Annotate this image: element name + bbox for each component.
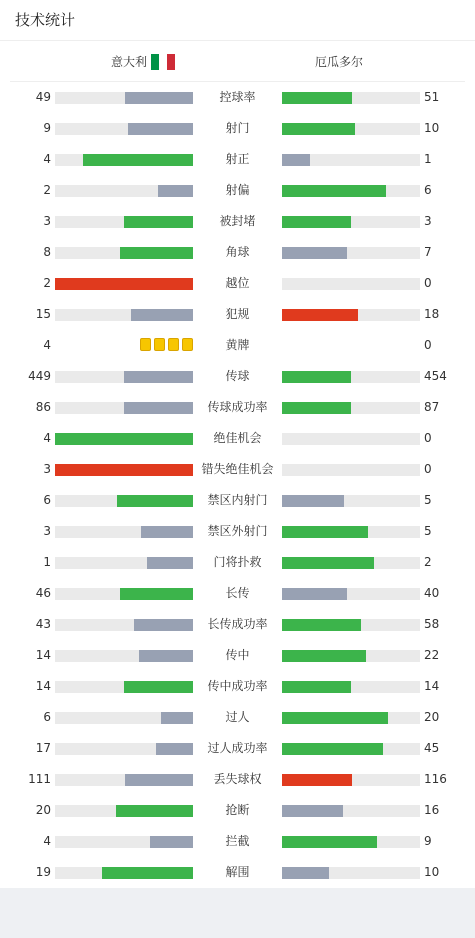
away-stat-bar-track (282, 402, 420, 414)
stat-row (0, 237, 475, 268)
away-stat-value: 116 (424, 772, 447, 786)
home-stat-bar (83, 154, 193, 166)
home-stat-value: 46 (35, 586, 51, 600)
home-stat-bar (117, 495, 193, 507)
home-stat-bar (134, 619, 193, 631)
stat-label: 错失绝佳机会 (201, 462, 274, 476)
stat-row (0, 82, 475, 113)
stat-row (0, 392, 475, 423)
home-stat-value: 2 (43, 276, 51, 290)
yellow-card-icon (168, 338, 179, 351)
yellow-card-icon (154, 338, 165, 351)
away-stat-bar (282, 774, 352, 786)
stat-row (0, 516, 475, 547)
teams-header (10, 41, 465, 82)
italy-flag-icon (151, 54, 175, 70)
away-stat-bar-track (282, 774, 420, 786)
yellow-card-icon (182, 338, 193, 351)
away-stat-bar-track (282, 309, 420, 321)
away-stat-bar-track (282, 154, 420, 166)
away-stat-bar-track (282, 92, 420, 104)
home-stat-bar (124, 371, 193, 383)
home-team (111, 53, 175, 70)
home-stat-bar-track (55, 805, 193, 817)
stat-label: 长传成功率 (207, 617, 268, 631)
away-stat-value: 454 (424, 369, 447, 383)
stat-row (0, 144, 475, 175)
home-stat-bar-track (55, 433, 193, 445)
away-stat-value: 22 (424, 648, 440, 662)
away-stat-bar-track (282, 371, 420, 383)
stat-row (0, 299, 475, 330)
stat-label: 解围 (225, 865, 250, 879)
away-stat-value: 5 (424, 493, 432, 507)
away-stat-bar (282, 185, 386, 197)
home-stat-bar (125, 92, 193, 104)
home-stat-bar (128, 123, 193, 135)
home-stat-bar (156, 743, 193, 755)
away-stat-bar-track (282, 495, 420, 507)
stat-row (0, 454, 475, 485)
home-stat-value: 6 (43, 493, 51, 507)
home-stat-value: 4 (43, 431, 51, 445)
home-stat-bar (120, 588, 193, 600)
home-stat-value: 86 (35, 400, 51, 414)
home-stat-bar (161, 712, 193, 724)
home-stat-bar-track (55, 247, 193, 259)
home-stat-value: 49 (35, 90, 51, 104)
stat-label: 传中 (225, 648, 250, 662)
away-stat-bar (282, 836, 377, 848)
home-stat-value: 4 (43, 338, 51, 352)
away-stat-value: 0 (424, 338, 432, 352)
home-stat-bar (55, 464, 193, 476)
away-stat-bar (282, 681, 351, 693)
home-stat-bar-track (55, 495, 193, 507)
home-stat-bar (131, 309, 193, 321)
home-stat-value: 4 (43, 834, 51, 848)
stat-row (0, 857, 475, 888)
home-stat-bar (141, 526, 193, 538)
stat-row (0, 330, 475, 361)
home-stat-value: 3 (43, 214, 51, 228)
home-stat-value: 3 (43, 524, 51, 538)
home-stat-bar (150, 836, 193, 848)
away-stat-bar (282, 743, 383, 755)
stat-row (0, 113, 475, 144)
stat-row (0, 175, 475, 206)
stat-row (0, 764, 475, 795)
home-stat-value: 3 (43, 462, 51, 476)
home-stat-value: 6 (43, 710, 51, 724)
stat-label: 被封堵 (219, 214, 256, 228)
away-stat-bar (282, 712, 388, 724)
away-stat-value: 20 (424, 710, 440, 724)
stat-label: 门将扑救 (213, 555, 262, 569)
home-stat-value: 1 (43, 555, 51, 569)
away-stat-bar-track (282, 247, 420, 259)
stat-label: 传球成功率 (207, 400, 268, 414)
away-stat-bar-track (282, 557, 420, 569)
away-stat-bar (282, 650, 366, 662)
away-stat-value: 40 (424, 586, 440, 600)
home-stat-value: 4 (43, 152, 51, 166)
away-stat-value: 10 (424, 865, 440, 879)
stat-label: 越位 (225, 276, 250, 290)
stat-row (0, 609, 475, 640)
away-stat-value: 0 (424, 276, 432, 290)
home-stat-bar-track (55, 123, 193, 135)
home-stat-bar-track (55, 712, 193, 724)
stat-row (0, 268, 475, 299)
home-stat-bar-track (55, 681, 193, 693)
stat-row (0, 547, 475, 578)
away-stat-value: 16 (424, 803, 440, 817)
stat-label: 过人 (225, 710, 250, 724)
away-stat-value: 7 (424, 245, 432, 259)
stat-label: 禁区外射门 (207, 524, 268, 538)
away-stat-value: 6 (424, 183, 432, 197)
stat-row (0, 702, 475, 733)
away-stat-bar-track (282, 588, 420, 600)
home-stat-bar (55, 278, 193, 290)
away-stat-bar-track (282, 805, 420, 817)
stat-label: 禁区内射门 (207, 493, 268, 507)
yellow-card-icon (140, 338, 151, 351)
stat-label: 丢失球权 (213, 772, 262, 786)
away-stat-value: 1 (424, 152, 432, 166)
stat-label: 黄牌 (225, 338, 250, 352)
home-stat-value: 2 (43, 183, 51, 197)
home-stat-bar (55, 433, 193, 445)
home-stat-value: 449 (28, 369, 51, 383)
away-stat-value: 9 (424, 834, 432, 848)
away-stat-value: 45 (424, 741, 440, 755)
home-stat-bar-track (55, 154, 193, 166)
home-stat-bar (147, 557, 193, 569)
home-stat-bar-track (55, 526, 193, 538)
home-stat-bar-track (55, 402, 193, 414)
away-stat-bar (282, 309, 358, 321)
home-stat-bar-track (55, 309, 193, 321)
stat-label: 射门 (225, 121, 250, 135)
home-stat-value: 20 (35, 803, 51, 817)
away-stat-bar (282, 154, 310, 166)
home-stat-bar-track (55, 278, 193, 290)
away-stat-bar (282, 526, 368, 538)
away-stat-bar (282, 588, 347, 600)
away-stat-bar-track (282, 526, 420, 538)
away-stat-bar-track (282, 278, 420, 290)
home-stat-value: 14 (35, 648, 51, 662)
home-stat-bar-track (55, 619, 193, 631)
away-stat-value: 14 (424, 679, 440, 693)
away-stat-value: 3 (424, 214, 432, 228)
away-stat-bar (282, 495, 344, 507)
away-stat-value: 58 (424, 617, 440, 631)
home-stat-bar-track (55, 464, 193, 476)
away-stat-bar (282, 619, 361, 631)
stat-label: 角球 (225, 245, 250, 259)
away-stat-value: 0 (424, 431, 432, 445)
stat-label: 抢断 (225, 803, 250, 817)
away-stat-bar-track (282, 185, 420, 197)
away-stat-bar-track (282, 619, 420, 631)
stat-row (0, 733, 475, 764)
away-stat-bar-track (282, 123, 420, 135)
home-stat-bar (124, 216, 193, 228)
away-stat-bar (282, 92, 352, 104)
stat-label: 传中成功率 (207, 679, 268, 693)
stat-row (0, 423, 475, 454)
stat-label: 长传 (225, 586, 250, 600)
stat-row (0, 795, 475, 826)
away-stat-bar-track (282, 836, 420, 848)
home-stat-bar-track (55, 650, 193, 662)
home-stat-bar-track (55, 774, 193, 786)
stats-list (0, 82, 475, 888)
away-stat-value: 10 (424, 121, 440, 135)
page-title: 技术统计 (0, 0, 475, 41)
home-team-name: 意大利 (110, 55, 147, 69)
home-stat-bar-track (55, 216, 193, 228)
away-stat-bar-track (282, 216, 420, 228)
stat-row (0, 485, 475, 516)
stat-row (0, 671, 475, 702)
away-stat-value: 51 (424, 90, 440, 104)
away-stat-bar-track (282, 433, 420, 445)
home-stat-value: 19 (35, 865, 51, 879)
away-stat-bar-track (282, 650, 420, 662)
home-stat-bar (124, 402, 193, 414)
stat-label: 传球 (225, 369, 250, 383)
away-stat-bar-track (282, 712, 420, 724)
home-stat-bar-track (55, 371, 193, 383)
home-stat-value: 15 (35, 307, 51, 321)
stat-label: 绝佳机会 (213, 431, 262, 445)
away-team-name: 厄瓜多尔 (315, 55, 364, 69)
away-stat-bar-track (282, 681, 420, 693)
away-stat-bar (282, 805, 343, 817)
away-stat-value: 0 (424, 462, 432, 476)
away-stat-value: 18 (424, 307, 440, 321)
away-stat-bar (282, 402, 351, 414)
home-stat-bar (124, 681, 193, 693)
away-stat-bar-track (282, 464, 420, 476)
stat-label: 犯规 (225, 307, 250, 321)
home-stat-value: 17 (35, 741, 51, 755)
home-stat-bar-track (55, 867, 193, 879)
away-stat-bar (282, 867, 329, 879)
home-stat-bar (158, 185, 193, 197)
home-stat-bar-track (55, 836, 193, 848)
home-stat-value: 8 (43, 245, 51, 259)
stat-label: 控球率 (219, 90, 256, 104)
away-stat-bar (282, 216, 351, 228)
stat-row (0, 826, 475, 857)
stat-row (0, 361, 475, 392)
away-stat-value: 87 (424, 400, 440, 414)
home-stat-bar (139, 650, 193, 662)
away-stat-bar-track (282, 867, 420, 879)
away-stat-bar (282, 557, 374, 569)
home-stat-bar-track (55, 557, 193, 569)
away-stat-value: 2 (424, 555, 432, 569)
home-stat-bar (116, 805, 193, 817)
stat-label: 过人成功率 (207, 741, 268, 755)
home-stat-bar (125, 774, 193, 786)
home-stat-bar-track (55, 92, 193, 104)
home-yellow-cards (55, 338, 193, 352)
home-stat-value: 43 (35, 617, 51, 631)
away-stat-bar (282, 247, 347, 259)
home-stat-bar-track (55, 185, 193, 197)
home-stat-bar-track (55, 588, 193, 600)
home-stat-value: 9 (43, 121, 51, 135)
stat-label: 拦截 (225, 834, 250, 848)
away-stat-bar (282, 371, 351, 383)
stat-label: 射偏 (225, 183, 250, 197)
away-stat-bar-track (282, 743, 420, 755)
stat-label: 射正 (225, 152, 250, 166)
stat-row (0, 640, 475, 671)
stat-row (0, 578, 475, 609)
home-stat-value: 111 (28, 772, 51, 786)
away-stat-value: 5 (424, 524, 432, 538)
away-stat-bar (282, 123, 355, 135)
home-stat-bar (102, 867, 193, 879)
home-stat-value: 14 (35, 679, 51, 693)
stat-row (0, 206, 475, 237)
home-stat-bar (120, 247, 193, 259)
home-stat-bar-track (55, 743, 193, 755)
